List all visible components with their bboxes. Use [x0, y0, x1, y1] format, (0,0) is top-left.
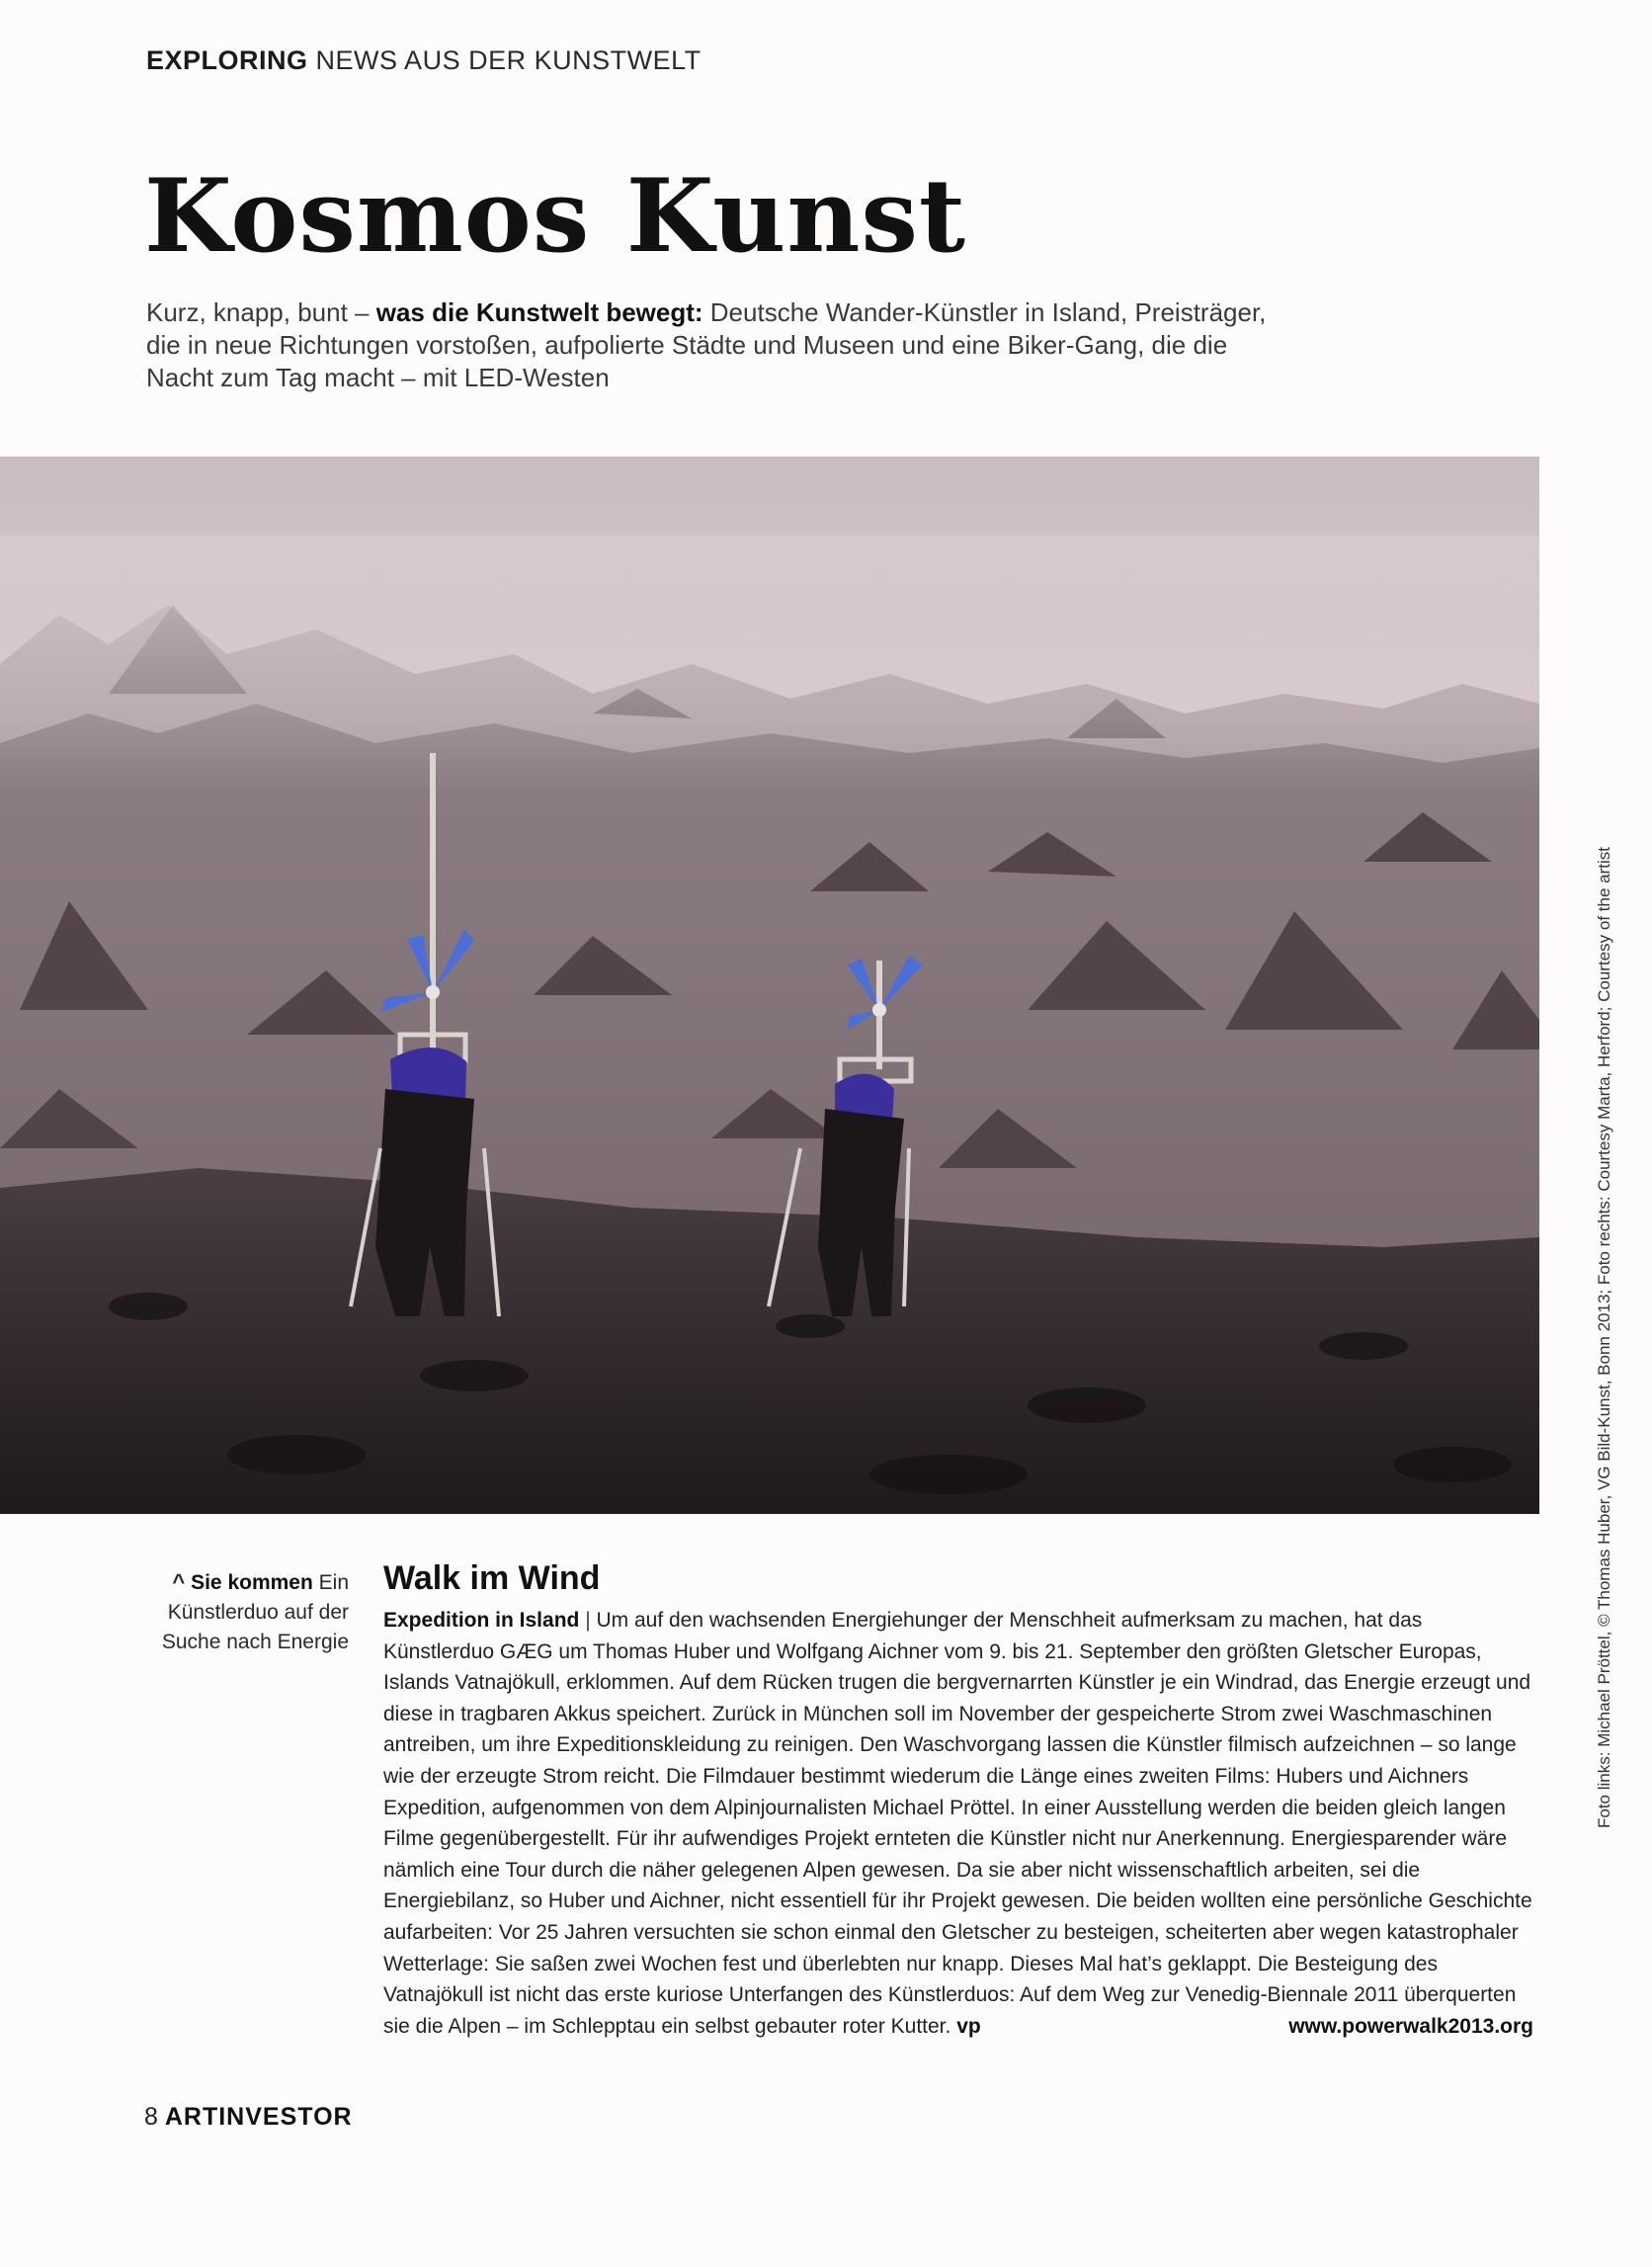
section-kicker: EXPLORING: [146, 45, 308, 75]
photo-caption: [133, 1567, 349, 1657]
page-title: Kosmos Kunst: [144, 157, 967, 276]
page-footer: [144, 2103, 353, 2132]
caption-lead: Sie kommen: [191, 1571, 313, 1594]
hero-photo-illustration: [0, 457, 1539, 1514]
article-author: vp: [956, 2014, 981, 2038]
article-lead: Expedition in Island: [383, 1609, 580, 1632]
photo-mist: [0, 536, 1539, 793]
intro-rest: Deutsche Wander-Künstler in Island, Preisträger, die in neue Richtungen vorstoßen, aufpolierte Städte und Museen und eine Biker-Gang, die die Nacht zum Tag macht – mit LED-Westen: [146, 297, 1267, 392]
intro-highlight: was die Kunstwelt bewegt:: [375, 297, 703, 327]
hero-photo: [0, 457, 1539, 1514]
article-url-link[interactable]: www.powerwalk2013.org: [1288, 2014, 1533, 2038]
intro-lead: Kurz, knapp, bunt –: [146, 297, 376, 327]
section-label: [146, 45, 702, 76]
photo-credit: Foto links: Michael Pröttel, © Thomas Huber, VG Bild-Kunst, Bonn 2013; Foto rechts: Courtesy Marta, Herford; Courtesy of the artist: [1595, 847, 1613, 1828]
page-number: 8: [144, 2103, 158, 2131]
article-headline: Walk im Wind: [383, 1559, 601, 1597]
article-body: [383, 1605, 1533, 2042]
intro-paragraph: [146, 296, 1273, 394]
caret-up-icon: ^: [172, 1569, 186, 1594]
magazine-brand: ARTINVESTOR: [164, 2103, 353, 2131]
section-subtitle: NEWS AUS DER KUNSTWELT: [315, 45, 702, 75]
article-text: Um auf den wachsenden Energiehunger der Menschheit aufmerksam zu machen, hat das Künstlerduo GÆG um Thomas Huber und Wolfgang Aichner vom 9. bis 21. September den größten Gletscher Europas, Islands Vatnajökull, erklommen. Auf dem Rücken trugen die bergvernarrten Künstler je ein Windrad, das Energie erzeugt und diese in tragbaren Akkus speichert. Zurück in München soll im November der gespeicherte Strom zwei Waschmaschinen antreiben, um ihre Expeditionskleidung zu reinigen. Den Waschvorgang lassen die Künstler filmisch aufzeichnen – so lange wie der erzeugte Strom reicht. Die Filmdauer bestimmt wiederum die Länge eines zweiten Films: Hubers und Aichners Expedition, aufgenommen von dem Alpinjournalisten Michael Pröttel. In einer Ausstellung werden die beiden gleich langen Filme gegenübergestellt. Für ihr aufwendiges Projekt ernteten die Künstler nicht nur Anerkennung. Energiesparender wäre nämlich eine Tour durch die näher gelegenen Alpen gewesen. Da sie aber nicht wissenschaftlich arbeiten, sei die Energiebilanz, so Huber und Aichner, nicht essentiell für ihr Projekt gewesen. Die beiden wollten eine persönliche Geschichte aufarbeiten: Vor 25 Jahren versuchten sie schon einmal den Gletscher zu besteigen, scheiterten aber wegen katastrophaler Wetterlage: Sie saßen zwei Wochen fest und überlebten nur knapp. Dieses Mal hat’s geklappt. Die Besteigung des Vatnajökull ist nicht das erste kuriose Unterfangen des Künstlerduos: Auf dem Weg zur Venedig-Biennale 2011 überquerten sie die Alpen – im Schlepptau ein selbst gebauter roter Kutter.: [383, 1609, 1532, 2038]
article-separator: |: [579, 1609, 597, 1632]
caption-text: Ein Künstlerduo auf der Suche nach Energie: [161, 1571, 349, 1653]
